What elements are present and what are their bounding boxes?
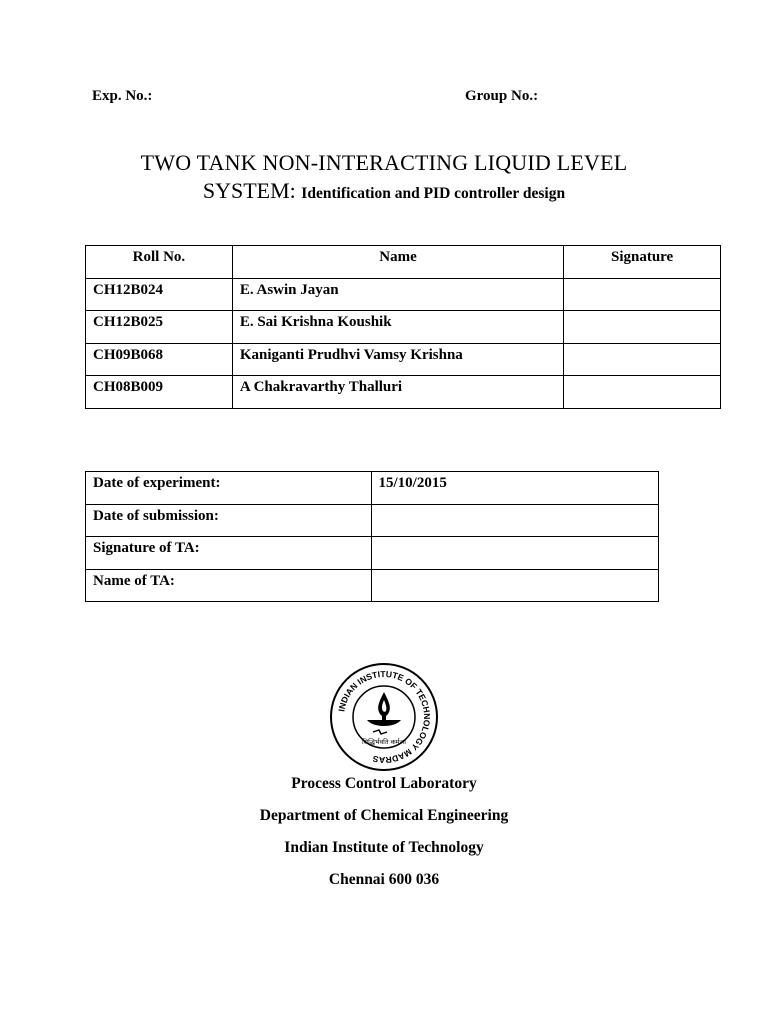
member-name-cell: Kaniganti Prudhvi Vamsy Krishna: [232, 343, 563, 376]
member-name-cell: E. Sai Krishna Koushik: [232, 311, 563, 344]
column-header-signature: Signature: [564, 246, 721, 279]
info-label-cell: Date of submission:: [86, 504, 372, 537]
info-label-cell: Signature of TA:: [86, 537, 372, 570]
column-header-roll: Roll No.: [86, 246, 233, 279]
signature-cell: [564, 376, 721, 409]
table-row: [86, 343, 721, 376]
seal-motto: सिद्धिर्भवति कर्मजा: [362, 738, 406, 746]
info-value-cell: [371, 537, 659, 570]
lab-name: Process Control Laboratory: [291, 775, 477, 792]
roll-number-cell: CH12B024: [86, 278, 233, 311]
roll-number-cell: CH09B068: [86, 343, 233, 376]
table-row: [86, 537, 659, 570]
signature-cell: [564, 278, 721, 311]
table-row: [86, 569, 659, 602]
roll-number-cell: CH08B009: [86, 376, 233, 409]
group-members-table: [85, 245, 721, 409]
report-title-line1: TWO TANK NON-INTERACTING LIQUID LEVEL: [140, 150, 628, 175]
table-row: [86, 376, 721, 409]
experiment-info-table: [85, 471, 659, 602]
table-row: [86, 504, 659, 537]
member-name-cell: E. Aswin Jayan: [232, 278, 563, 311]
institute-name: Indian Institute of Technology: [284, 839, 484, 856]
member-name-cell: A Chakravarthy Thalluri: [232, 376, 563, 409]
report-title-line2: [0, 178, 768, 204]
info-value-cell: [371, 569, 659, 602]
info-label-cell: Date of experiment:: [86, 472, 372, 505]
exp-no-label: Exp. No.:: [92, 88, 153, 104]
table-row: [86, 278, 721, 311]
city-address: Chennai 600 036: [328, 871, 440, 888]
iit-madras-seal-icon: [329, 662, 439, 772]
table-header-row: [86, 246, 721, 279]
signature-cell: [564, 343, 721, 376]
table-row: [86, 472, 659, 505]
column-header-name: Name: [232, 246, 563, 279]
roll-number-cell: CH12B025: [86, 311, 233, 344]
info-value-cell: 15/10/2015: [371, 472, 659, 505]
info-label-cell: Name of TA:: [86, 569, 372, 602]
department-name: Department of Chemical Engineering: [259, 807, 509, 824]
seal-ring-text: INDIAN INSTITUTE OF TECHNOLOGY MADRAS: [336, 668, 433, 766]
group-no-label: Group No.:: [465, 88, 539, 104]
signature-cell: [564, 311, 721, 344]
report-subtitle: Identification and PID controller design: [301, 185, 566, 202]
report-title-system: SYSTEM:: [202, 178, 296, 203]
table-row: [86, 311, 721, 344]
info-value-cell: [371, 504, 659, 537]
